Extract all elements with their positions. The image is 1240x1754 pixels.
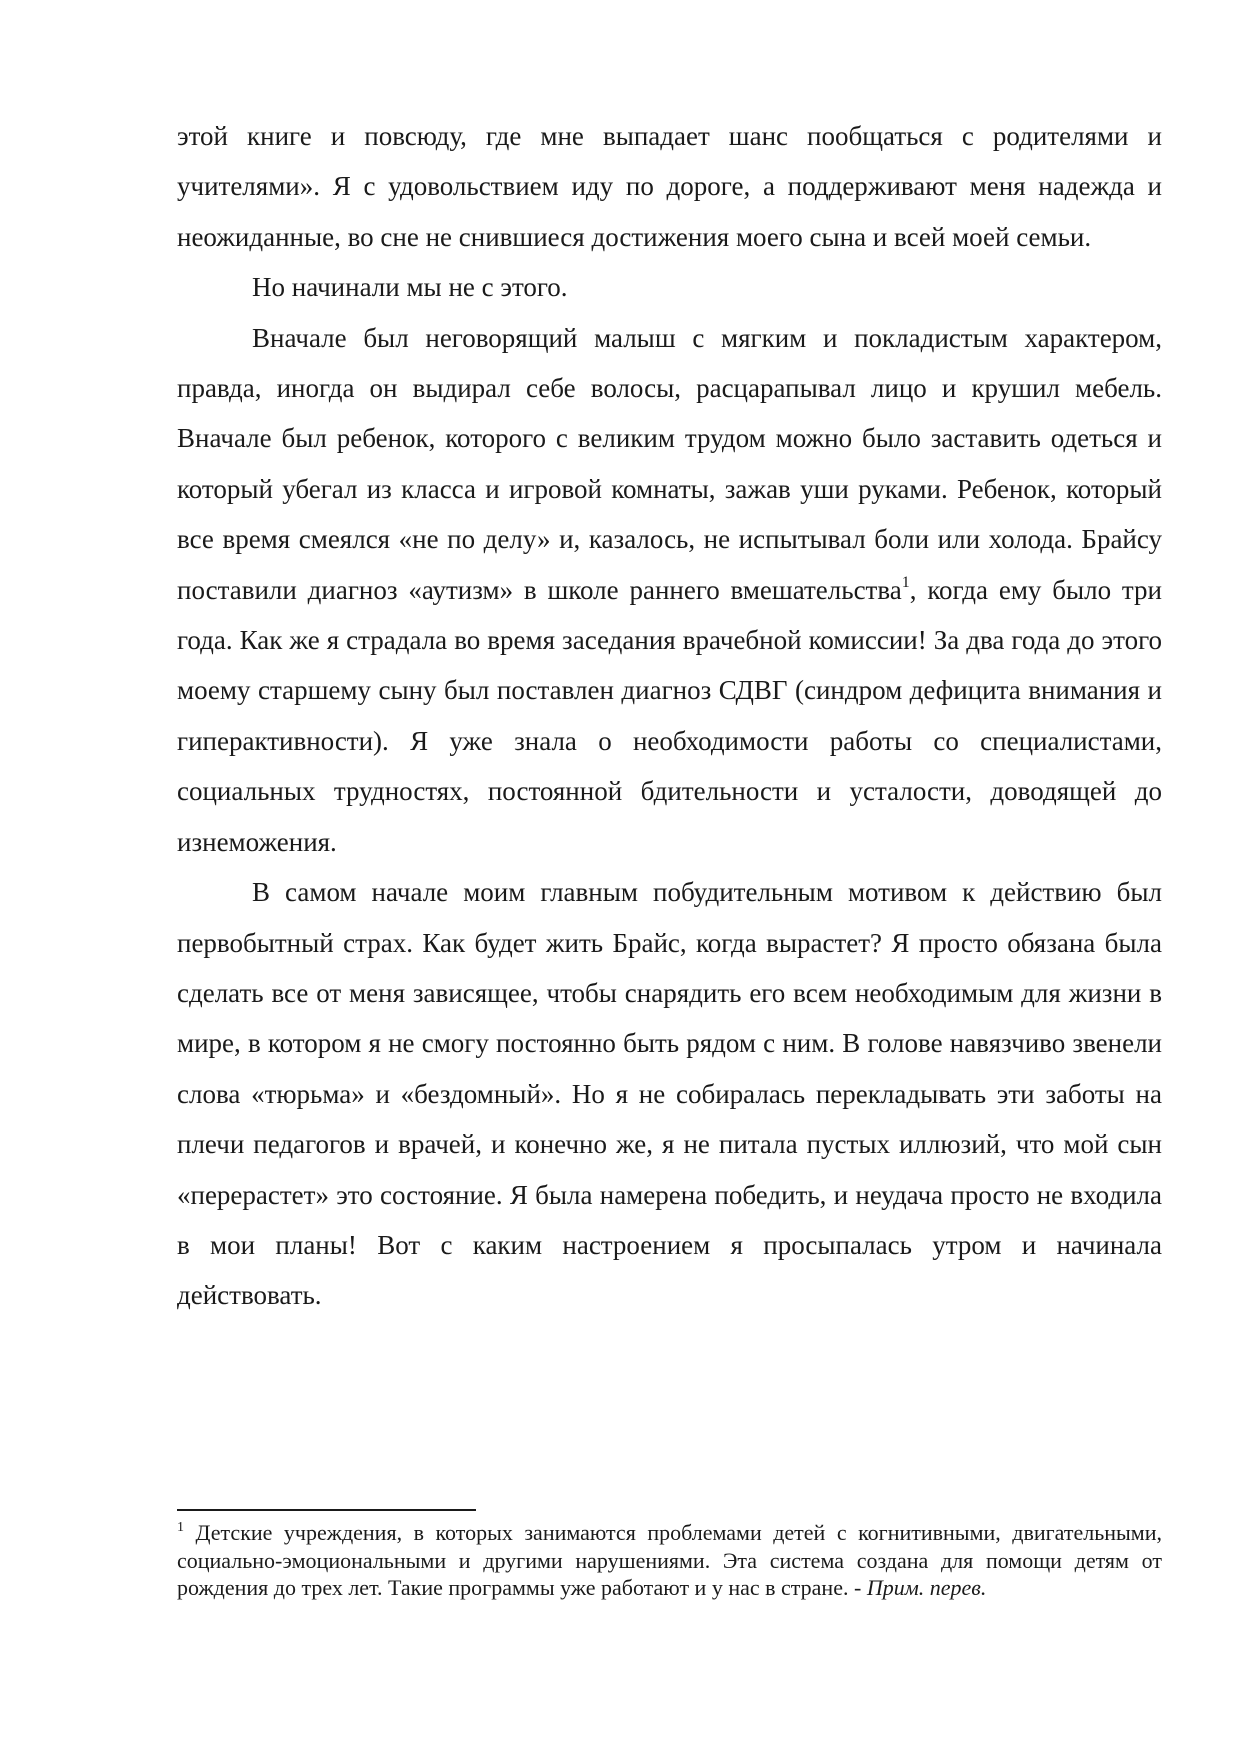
main-text	[177, 111, 1162, 1321]
footnote-number: 1	[177, 1520, 184, 1535]
footnote-text: Детские учреждения, в которых занимаются проблемами детей с когнитивными, двигательными, социально-эмоциональными и другими нарушениями. Эта система создана для помощи детям от рождения до трех лет. Такие программы уже работают и у нас в стране. -	[177, 1520, 1162, 1600]
footnote-reference[interactable]: 1	[901, 573, 910, 591]
footnote-separator	[177, 1509, 476, 1511]
translator-note: Прим. перев.	[866, 1575, 987, 1600]
paragraph-1: этой книге и повсюду, где мне выпадает шанс пообщаться с родителями и учителями». Я с удовольствием иду по дороге, а поддерживают меня надежда и неожиданные, во сне не снившиеся достижения моего сына и всей моей семьи.	[177, 121, 1162, 252]
paragraph-3-part-1: Вначале был неговорящий малыш с мягким и покладистым характером, правда, иногда он выдирал себе волосы, расцарапывал лицо и крушил мебель. Вначале был ребенок, которого с великим трудом можно было заставить одеться и который убегал из класса и игровой комнаты, зажав уши руками. Ребенок, который все время смеялся «не по делу» и, казалось, не испытывал боли или холода. Брайсу поставили диагноз «аутизм» в школе раннего вмешательства	[177, 322, 1162, 605]
paragraph-3-part-2: , когда ему было три года. Как же я страдала во время заседания врачебной комиссии! За два года до этого моему старшему сыну был поставлен диагноз СДВГ (синдром дефицита внимания и гиперактивности). Я уже знала о необходимости работы со специалистами, социальных трудностях, постоянной бдительности и усталости, доводящей до изнеможения.	[177, 574, 1162, 857]
paragraph-2: Но начинали мы не с этого.	[252, 272, 568, 303]
paragraph-3	[177, 313, 1162, 867]
footnote	[177, 1519, 1162, 1602]
paragraph-4: В самом начале моим главным побудительным мотивом к действию был первобытный страх. Как будет жить Брайс, когда вырастет? Я просто обязана была сделать все от меня зависящее, чтобы снарядить его всем необходимым для жизни в мире, в котором я не смогу постоянно быть рядом с ним. В голове навязчиво звенели слова «тюрьма» и «бездомный». Но я не собиралась перекладывать эти заботы на плечи педагогов и врачей, и конечно же, я не питала пустых иллюзий, что мой сын «перерастет» это состояние. Я была намерена победить, и неудача просто не входила в мои планы! Вот с каким настроением я просыпалась утром и начинала действовать.	[177, 877, 1162, 1311]
